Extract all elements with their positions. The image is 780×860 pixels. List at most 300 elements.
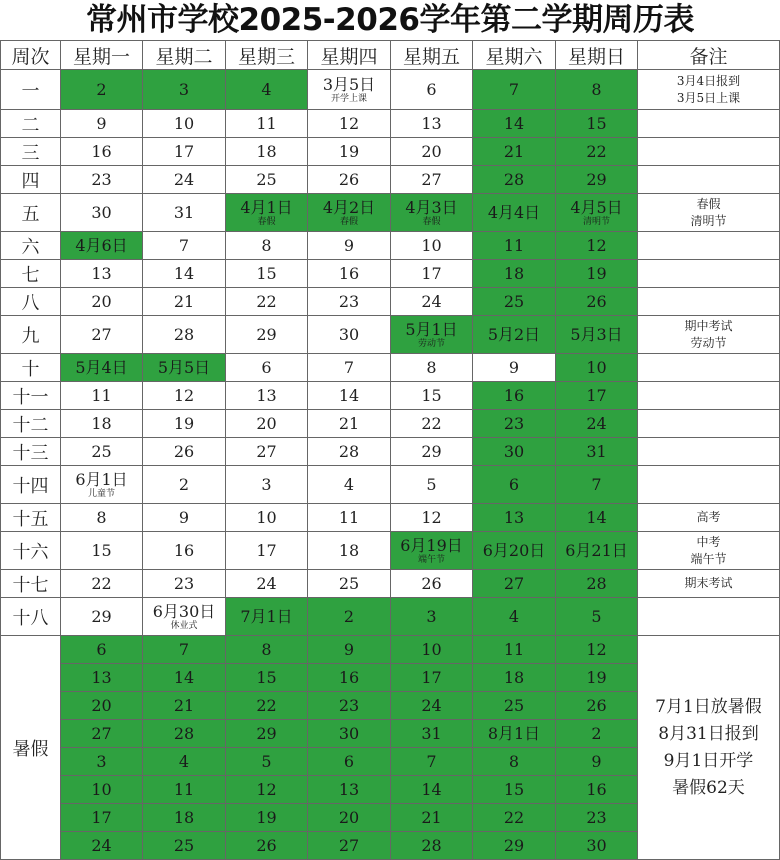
week-note [638, 166, 780, 194]
day-date: 26 [256, 835, 277, 855]
day-date: 15 [256, 263, 277, 283]
week-row [1, 316, 780, 354]
day-date: 24 [586, 413, 607, 433]
day-cell [308, 598, 391, 636]
day-date: 30 [586, 835, 607, 855]
day-date: 13 [91, 667, 112, 687]
week-note [638, 382, 780, 410]
day-cell [473, 194, 556, 232]
day-date: 5 [591, 606, 602, 626]
day-cell [61, 466, 143, 504]
day-date: 8 [508, 751, 520, 771]
day-date: 6 [343, 751, 355, 771]
week-note [638, 232, 780, 260]
day-date: 19 [256, 807, 277, 827]
day-cell [61, 232, 143, 260]
day-cell [226, 232, 308, 260]
day-date: 6 [508, 474, 520, 494]
day-cell [473, 570, 556, 598]
day-cell [391, 532, 473, 570]
day-cell [61, 382, 143, 410]
day-cell [226, 804, 308, 832]
day-date: 28 [173, 324, 195, 344]
day-date: 8 [96, 507, 107, 527]
day-cell [61, 804, 143, 832]
summer-label: 暑假 [1, 636, 61, 860]
day-date: 4月6日 [75, 235, 128, 255]
day-date: 15 [91, 540, 112, 560]
week-row [1, 532, 780, 570]
day-cell [556, 316, 638, 354]
page-title: 常州市学校2025-2026学年第二学期周历表 [86, 2, 694, 38]
day-cell [308, 570, 391, 598]
day-cell [391, 636, 473, 664]
day-cell [556, 776, 638, 804]
day-date: 17 [421, 667, 442, 687]
day-date: 9 [508, 357, 520, 377]
day-date: 17 [421, 263, 442, 283]
day-cell [391, 570, 473, 598]
day-cell [226, 636, 308, 664]
day-event: 劳动节 [417, 338, 445, 349]
day-cell [308, 70, 391, 110]
day-cell [143, 598, 226, 636]
day-cell [556, 354, 638, 382]
day-cell [391, 720, 473, 748]
week-label: 十二 [1, 410, 61, 438]
week-label: 十五 [1, 504, 61, 532]
day-date: 10 [256, 507, 277, 527]
day-cell [556, 260, 638, 288]
day-cell [61, 636, 143, 664]
day-cell [391, 692, 473, 720]
day-cell [556, 466, 638, 504]
day-cell [308, 748, 391, 776]
column-header: 周次 [1, 41, 61, 70]
day-cell [143, 570, 226, 598]
day-cell [61, 776, 143, 804]
day-cell [226, 354, 308, 382]
day-cell [308, 260, 391, 288]
week-label: 七 [1, 260, 61, 288]
day-date: 4月5日 [570, 197, 623, 217]
day-date: 17 [173, 141, 195, 161]
week-label: 一 [1, 70, 61, 110]
week-label: 五 [1, 194, 61, 232]
day-cell [226, 316, 308, 354]
day-cell [61, 570, 143, 598]
day-cell [391, 598, 473, 636]
column-header: 星期二 [143, 41, 226, 70]
day-cell [556, 664, 638, 692]
day-date: 12 [338, 113, 360, 133]
day-date: 27 [421, 169, 442, 189]
day-date: 20 [91, 695, 112, 715]
day-cell [226, 570, 308, 598]
day-date: 26 [421, 573, 442, 593]
day-date: 21 [338, 413, 360, 433]
week-row [1, 110, 780, 138]
day-cell [391, 410, 473, 438]
day-date: 18 [503, 667, 525, 687]
day-date: 21 [173, 695, 195, 715]
day-cell [61, 532, 143, 570]
day-cell [473, 438, 556, 466]
day-cell [61, 316, 143, 354]
day-cell [143, 316, 226, 354]
day-cell [226, 288, 308, 316]
day-date: 28 [338, 441, 360, 461]
day-cell [61, 832, 143, 860]
day-cell [308, 720, 391, 748]
day-date: 20 [91, 291, 112, 311]
day-date: 30 [503, 441, 525, 461]
day-date: 19 [586, 667, 607, 687]
day-cell [143, 636, 226, 664]
day-cell [61, 504, 143, 532]
day-date: 7 [591, 474, 602, 494]
day-cell [61, 194, 143, 232]
day-cell [143, 664, 226, 692]
week-label: 十七 [1, 570, 61, 598]
day-date: 9 [591, 751, 602, 771]
day-date: 7月1日 [240, 606, 293, 626]
day-date: 28 [173, 723, 195, 743]
week-row [1, 466, 780, 504]
week-note: 3月4日报到 3月5日上课 [638, 70, 780, 110]
day-date: 17 [256, 540, 277, 560]
day-date: 31 [173, 202, 195, 222]
day-event: 开学上课 [330, 93, 367, 104]
day-cell [556, 504, 638, 532]
day-date: 3月5日 [322, 74, 376, 94]
day-cell [226, 138, 308, 166]
day-cell [556, 532, 638, 570]
day-cell [226, 382, 308, 410]
day-cell [556, 438, 638, 466]
day-cell [143, 70, 226, 110]
week-label: 十八 [1, 598, 61, 636]
day-cell [473, 832, 556, 860]
week-row [1, 598, 780, 636]
day-date: 13 [503, 507, 525, 527]
day-date: 31 [586, 441, 607, 461]
week-label: 九 [1, 316, 61, 354]
day-cell [473, 354, 556, 382]
day-cell [61, 260, 143, 288]
week-note [638, 438, 780, 466]
day-cell [391, 382, 473, 410]
day-date: 17 [586, 385, 607, 405]
day-date: 8 [261, 639, 272, 659]
day-date: 6 [261, 357, 272, 377]
day-date: 16 [91, 141, 112, 161]
day-cell [226, 70, 308, 110]
day-date: 5 [426, 474, 437, 494]
day-cell [143, 354, 226, 382]
week-row [1, 232, 780, 260]
day-date: 15 [503, 779, 525, 799]
day-date: 4 [261, 79, 272, 99]
day-cell [308, 382, 391, 410]
week-row [1, 194, 780, 232]
day-date: 28 [421, 835, 442, 855]
week-label: 六 [1, 232, 61, 260]
day-cell [143, 776, 226, 804]
day-date: 11 [503, 639, 525, 659]
day-date: 25 [173, 835, 195, 855]
day-cell [391, 354, 473, 382]
day-cell [61, 438, 143, 466]
day-date: 29 [256, 723, 277, 743]
day-cell [473, 466, 556, 504]
day-cell [61, 166, 143, 194]
day-cell [473, 288, 556, 316]
day-cell [226, 532, 308, 570]
day-cell [143, 804, 226, 832]
day-cell [556, 110, 638, 138]
day-date: 5月1日 [405, 319, 458, 339]
day-cell [143, 832, 226, 860]
day-cell [226, 504, 308, 532]
day-date: 12 [586, 235, 607, 255]
day-cell [473, 410, 556, 438]
day-date: 12 [256, 779, 277, 799]
day-date: 27 [91, 324, 112, 344]
day-date: 13 [91, 263, 112, 283]
day-date: 8月1日 [487, 723, 541, 743]
day-date: 9 [178, 507, 190, 527]
day-cell [391, 776, 473, 804]
day-cell [556, 166, 638, 194]
day-date: 13 [421, 113, 442, 133]
day-date: 3 [178, 79, 190, 99]
day-date: 24 [421, 695, 442, 715]
day-cell [308, 692, 391, 720]
day-cell [143, 232, 226, 260]
day-date: 19 [586, 263, 607, 283]
day-cell [143, 166, 226, 194]
day-date: 4月2日 [322, 197, 376, 217]
day-event: 休业式 [170, 620, 198, 631]
day-cell [143, 110, 226, 138]
day-cell [308, 194, 391, 232]
day-date: 10 [91, 779, 112, 799]
day-date: 25 [503, 695, 525, 715]
week-note [638, 598, 780, 636]
day-cell [61, 70, 143, 110]
day-cell [391, 832, 473, 860]
day-date: 28 [503, 169, 525, 189]
day-cell [556, 194, 638, 232]
day-date: 18 [173, 807, 195, 827]
day-event: 春假 [339, 216, 358, 227]
day-cell [143, 748, 226, 776]
day-date: 12 [586, 639, 607, 659]
day-date: 8 [591, 79, 602, 99]
column-header: 星期五 [391, 41, 473, 70]
day-date: 30 [338, 723, 360, 743]
day-cell [473, 748, 556, 776]
summer-note: 7月1日放暑假 8月31日报到 9月1日开学 暑假62天 [638, 636, 780, 860]
day-date: 9 [96, 113, 107, 133]
day-cell [308, 354, 391, 382]
day-cell [61, 664, 143, 692]
day-cell [143, 720, 226, 748]
day-date: 25 [503, 291, 525, 311]
day-date: 16 [338, 263, 360, 283]
day-date: 7 [343, 357, 355, 377]
day-cell [143, 194, 226, 232]
day-date: 29 [503, 835, 525, 855]
day-cell [391, 260, 473, 288]
day-date: 18 [338, 540, 360, 560]
day-date: 22 [256, 291, 277, 311]
week-row [1, 410, 780, 438]
day-date: 14 [503, 113, 525, 133]
day-cell [473, 504, 556, 532]
semester-calendar-table [0, 40, 780, 860]
day-date: 11 [173, 779, 195, 799]
day-date: 9 [343, 235, 355, 255]
day-cell [226, 166, 308, 194]
day-cell [556, 138, 638, 166]
day-cell [391, 232, 473, 260]
week-row [1, 438, 780, 466]
day-cell [473, 166, 556, 194]
week-row [1, 382, 780, 410]
day-cell [556, 288, 638, 316]
day-date: 16 [503, 385, 525, 405]
day-cell [308, 832, 391, 860]
day-cell [226, 466, 308, 504]
day-event: 清明节 [582, 216, 610, 227]
day-date: 15 [586, 113, 607, 133]
day-date: 2 [591, 723, 602, 743]
week-row [1, 504, 780, 532]
day-date: 27 [91, 723, 112, 743]
week-label: 十四 [1, 466, 61, 504]
day-cell [391, 316, 473, 354]
day-date: 22 [421, 413, 442, 433]
day-date: 7 [508, 79, 520, 99]
day-date: 13 [338, 779, 360, 799]
day-cell [226, 110, 308, 138]
day-date: 31 [421, 723, 442, 743]
week-row [1, 70, 780, 110]
day-date: 5月5日 [157, 357, 211, 377]
day-date: 27 [338, 835, 360, 855]
day-date: 29 [256, 324, 277, 344]
week-row [1, 570, 780, 598]
day-cell [61, 720, 143, 748]
day-date: 29 [91, 606, 112, 626]
day-cell [226, 194, 308, 232]
day-cell [143, 504, 226, 532]
day-cell [226, 720, 308, 748]
day-cell [556, 570, 638, 598]
day-cell [226, 260, 308, 288]
day-cell [226, 410, 308, 438]
day-cell [473, 110, 556, 138]
day-date: 4 [343, 474, 355, 494]
day-cell [61, 692, 143, 720]
day-date: 7 [426, 751, 437, 771]
day-cell [391, 70, 473, 110]
day-date: 30 [338, 324, 360, 344]
day-cell [308, 138, 391, 166]
day-cell [308, 804, 391, 832]
day-date: 2 [96, 79, 107, 99]
day-event: 春假 [422, 216, 441, 227]
week-note: 期中考试 劳动节 [638, 316, 780, 354]
day-date: 22 [256, 695, 277, 715]
day-cell [391, 466, 473, 504]
week-row [1, 166, 780, 194]
day-cell [226, 598, 308, 636]
week-label: 三 [1, 138, 61, 166]
day-date: 22 [503, 807, 525, 827]
day-date: 13 [256, 385, 277, 405]
day-date: 7 [178, 235, 190, 255]
day-cell [308, 504, 391, 532]
day-date: 11 [503, 235, 525, 255]
week-note: 春假 清明节 [638, 194, 780, 232]
day-event: 春假 [257, 216, 276, 227]
day-date: 4月4日 [487, 202, 541, 222]
day-cell [556, 598, 638, 636]
day-date: 29 [421, 441, 442, 461]
day-cell [473, 776, 556, 804]
day-date: 3 [426, 606, 437, 626]
day-date: 19 [173, 413, 195, 433]
day-date: 6月21日 [565, 540, 628, 560]
day-cell [391, 748, 473, 776]
day-date: 23 [173, 573, 195, 593]
day-date: 25 [338, 573, 360, 593]
day-cell [226, 692, 308, 720]
day-date: 12 [173, 385, 195, 405]
day-cell [473, 260, 556, 288]
day-cell [391, 504, 473, 532]
day-cell [143, 382, 226, 410]
week-row [1, 288, 780, 316]
day-date: 22 [91, 573, 112, 593]
day-cell [143, 692, 226, 720]
day-cell [308, 166, 391, 194]
day-date: 26 [586, 291, 607, 311]
column-header: 星期四 [308, 41, 391, 70]
column-header: 备注 [638, 41, 780, 70]
day-cell [556, 232, 638, 260]
day-cell [226, 748, 308, 776]
day-date: 6 [96, 639, 107, 659]
day-cell [473, 664, 556, 692]
day-cell [473, 636, 556, 664]
day-date: 20 [421, 141, 442, 161]
day-date: 18 [503, 263, 525, 283]
day-cell [391, 288, 473, 316]
day-date: 24 [173, 169, 195, 189]
day-cell [308, 466, 391, 504]
day-cell [391, 664, 473, 692]
day-cell [143, 260, 226, 288]
day-cell [143, 532, 226, 570]
day-date: 10 [173, 113, 195, 133]
day-date: 15 [256, 667, 277, 687]
day-cell [473, 138, 556, 166]
day-cell [226, 664, 308, 692]
